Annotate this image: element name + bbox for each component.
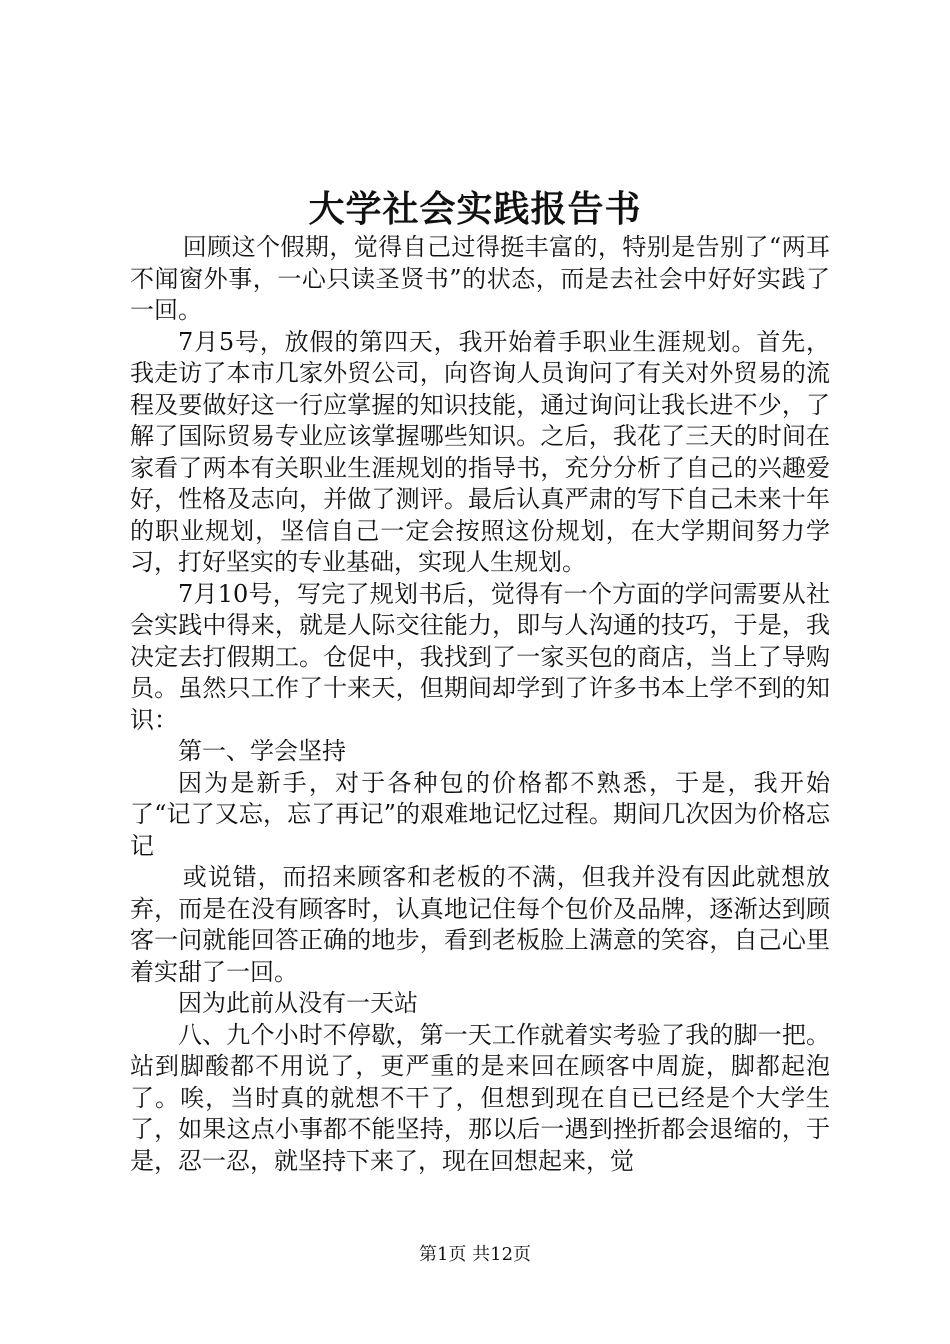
- document-title: 大学社会实践报告书: [308, 188, 642, 230]
- paragraph-2: 7月5号，放假的第四天，我开始着手职业生涯规划。首先，我走访了本市几家外贸公司，向咨询人员询问了有关对外贸易的流程及要做好这一行应掌握的知识技能，通过询问让我长进不少，了解了国际贸易专业应该掌握哪些知识。之后，我花了三天的时间在家看了两本有关职业生涯规划的指导书，充分分析了自己的兴趣爱好，性格及志向，并做了测评。最后认真严肃的写下自己未来十年的职业规划，坚信自己一定会按照这份规划，在大学期间努力学习，打好坚实的专业基础，实现人生规划。: [130, 327, 830, 576]
- paragraph-5: 或说错，而招来顾客和老板的不满，但我并没有因此就想放弃，而是在没有顾客时，认真地记住每个包价及品牌，逐渐达到顾客一问就能回答正确的地步，看到老板脸上满意的笑容，自己心里着实甜了一回。: [130, 863, 830, 986]
- page-number-footer: 第1页 共12页: [418, 1244, 532, 1265]
- section-heading: 第一、学会坚持: [178, 737, 346, 765]
- paragraph-1: 回顾这个假期，觉得自己过得挺丰富的，特别是告别了“两耳不闻窗外事，一心只读圣贤书”的状态，而是去社会中好好实践了一回。: [130, 233, 830, 324]
- paragraph-6: 因为此前从没有一天站: [178, 989, 418, 1017]
- document-body: [130, 232, 830, 1177]
- paragraph-3: 7月10号，写完了规划书后，觉得有一个方面的学问需要从社会实践中得来，就是人际交往能力，即与人沟通的技巧，于是，我决定去打假期工。仓促中，我找到了一家买包的商店，当上了导购员。虽然只工作了十来天，但期间却学到了许多书本上学不到的知识：: [130, 579, 830, 734]
- paragraph-7: 八、九个小时不停歇，第一天工作就着实考验了我的脚一把。站到脚酸都不用说了，更严重的是来回在顾客中周旋，脚都起泡了。唉，当时真的就想不干了，但想到现在自已已经是个大学生了，如果这点小事都不能坚持，那以后一遇到挫折都会退缩的，于是，忍一忍，就坚持下来了，现在回想起来，觉: [130, 1020, 830, 1175]
- paragraph-4: 因为是新手，对于各种包的价格都不熟悉，于是，我开始了“记了又忘，忘了再记”的艰难地记忆过程。期间几次因为价格忘记: [130, 768, 830, 860]
